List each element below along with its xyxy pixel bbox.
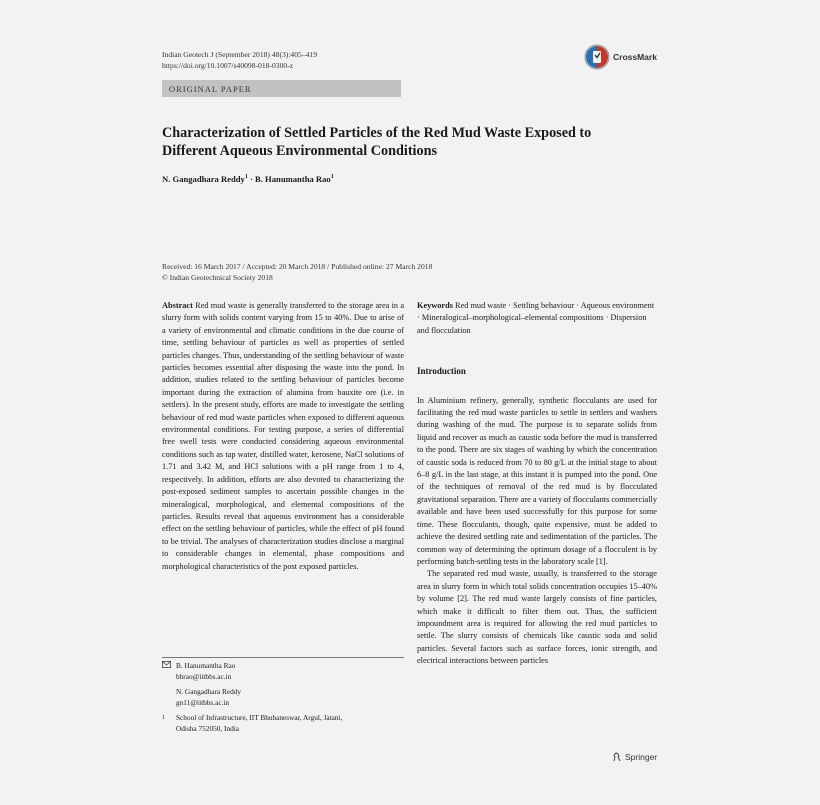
crossmark-badge[interactable]	[584, 44, 657, 70]
coauthor-contact	[162, 687, 404, 708]
coauthor-name: N. Gangadhara Reddy	[176, 687, 242, 696]
history-dates: Received: 16 March 2017 / Accepted: 20 March 2018 / Published online: 27 March 2018	[162, 262, 433, 271]
author-name[interactable]: B. Hanumantha Rao	[255, 174, 331, 184]
copyright-line: © Indian Geotechnical Society 2018	[162, 272, 273, 282]
doi-link[interactable]: https://doi.org/10.1007/s40098-018-0300-z	[162, 61, 294, 70]
paragraph: The separated red mud waste, usually, is transferred to the storage area in slurry form in which total solids concentration occupies 15–40% by volume [2]. The red mud waste largely consists of fine particles, which make it difficult to filter them out. Thus, the sufficient impoundment area is required for allowing the red mud particles to settle. The slurry consists of chemicals like caustic soda and solid particles. Several factors such as surface forces, ionic strength, and electrical interactions between particles	[417, 569, 657, 666]
publisher-logo	[612, 752, 657, 762]
article-type-banner	[162, 80, 401, 97]
crossmark-label: CrossMark	[613, 52, 657, 62]
corresponding-author	[162, 661, 404, 682]
corresponding-name: B. Hanumantha Rao	[176, 661, 236, 670]
section-heading: Introduction	[417, 366, 466, 377]
footnotes	[162, 657, 404, 734]
paragraph: In Aluminium refinery, generally, synthetic flocculants are used for facilitating the red mud waste particles to settle in settlers and washers during washing of the mud. The purpose is to separate solids from liquid and recover as much as caustic soda before the mud is transferred to the pond. There are six stages of washing by which the concentration of caustic soda is reduced from 70 to 80 g/L at the initial stage to about 6–8 g/L in the last stage, at this instant it is pumped into the pond. One of the techniques of removal of the red mud is by flocculated gravitational separation. There are a variety of flocculants commercially available and have been used successfully for this purpose for some time. These flocculants, though, quite expensive, must be added to achieve the desired settling rate and sedimentation of the particles. The common way of determining the optimum dosage of a flocculent is by performing batch-settling tests in the laboratory scale [1].	[417, 395, 657, 566]
article-type-label: ORIGINAL PAPER	[169, 83, 252, 94]
author-separator: ·	[247, 174, 256, 184]
paper-title: Characterization of Settled Particles of the Red Mud Waste Exposed to Different Aqueous Environmental Conditions	[162, 125, 592, 159]
keywords	[417, 300, 657, 337]
affiliation	[162, 713, 404, 734]
crossmark-icon	[584, 44, 610, 70]
abstract	[162, 300, 404, 573]
abstract-text: Red mud waste is generally transferred to the storage area in a slurry form with solids content varying from 15 to 40%. Due to arise of a variety of environmental and climatic conditions in the due course of time, settling behaviour of particles as well as properties of settled particles changes. Thus, understanding of the settling behaviour of waste particles becomes essential after disposing the waste into the pond. In addition, studies related to the settling behaviour of particles become important during the extraction of alumina from bauxite ore (i.e. in settlers). In the present study, efforts are made to investigate the settling behaviour of red mud waste particles when exposed to different aqueous environmental conditions. For testing purpose, a series of differential free swell tests were conducted considering aqueous environmental conditions such as tap water, distilled water, kerosene, NaCl solutions of 1.71 and 3.42 M, and HCl solutions with a pH range from 1 to 4, respectively. In addition, efforts are also devoted to characterizing the post-exposed sediment samples to ascertain possible changes in the mineralogical, morphological, and elemental compositions of the particles. Results reveal that aqueous environment has a considerable effect on the settling behaviour of particles, while the effect of pH found to be trivial. The analyses of characterization studies disclose a marginal to considerable changes in elemental, phase compositions and morphological characteristics of the post exposed particles.	[162, 301, 404, 571]
author-line	[162, 174, 334, 184]
springer-horse-icon	[612, 752, 622, 762]
introduction-body	[417, 395, 657, 668]
coauthor-email[interactable]: gn11@iitbbs.ac.in	[176, 697, 230, 707]
author-name[interactable]: N. Gangadhara Reddy	[162, 174, 245, 184]
affiliation-line: School of Infrastructure, IIT Bhubaneswar, Argul, Jatani,	[176, 713, 343, 722]
affiliation-marker: 1	[330, 174, 334, 181]
right-column	[417, 300, 657, 668]
affiliation-line: Odisha 752050, India	[176, 723, 240, 733]
journal-citation: Indian Geotech J (September 2018) 48(3):405–419	[162, 50, 318, 59]
publisher-name: Springer	[625, 752, 658, 762]
affiliation-marker: 1	[244, 174, 248, 181]
keywords-text: Red mud waste · Settling behaviour · Aqueous environment · Mineralogical–morphological–elemental compositions · Dispersion and flocculation	[417, 301, 655, 335]
corresponding-email[interactable]: bhrao@iitbbs.ac.in	[176, 671, 232, 681]
publication-dates	[162, 262, 432, 283]
keywords-label: Keywords	[417, 301, 453, 310]
journal-header	[162, 49, 317, 71]
left-column	[162, 300, 404, 573]
affiliation-mark: 1	[162, 715, 165, 721]
abstract-label: Abstract	[162, 301, 193, 310]
envelope-icon	[162, 661, 172, 682]
